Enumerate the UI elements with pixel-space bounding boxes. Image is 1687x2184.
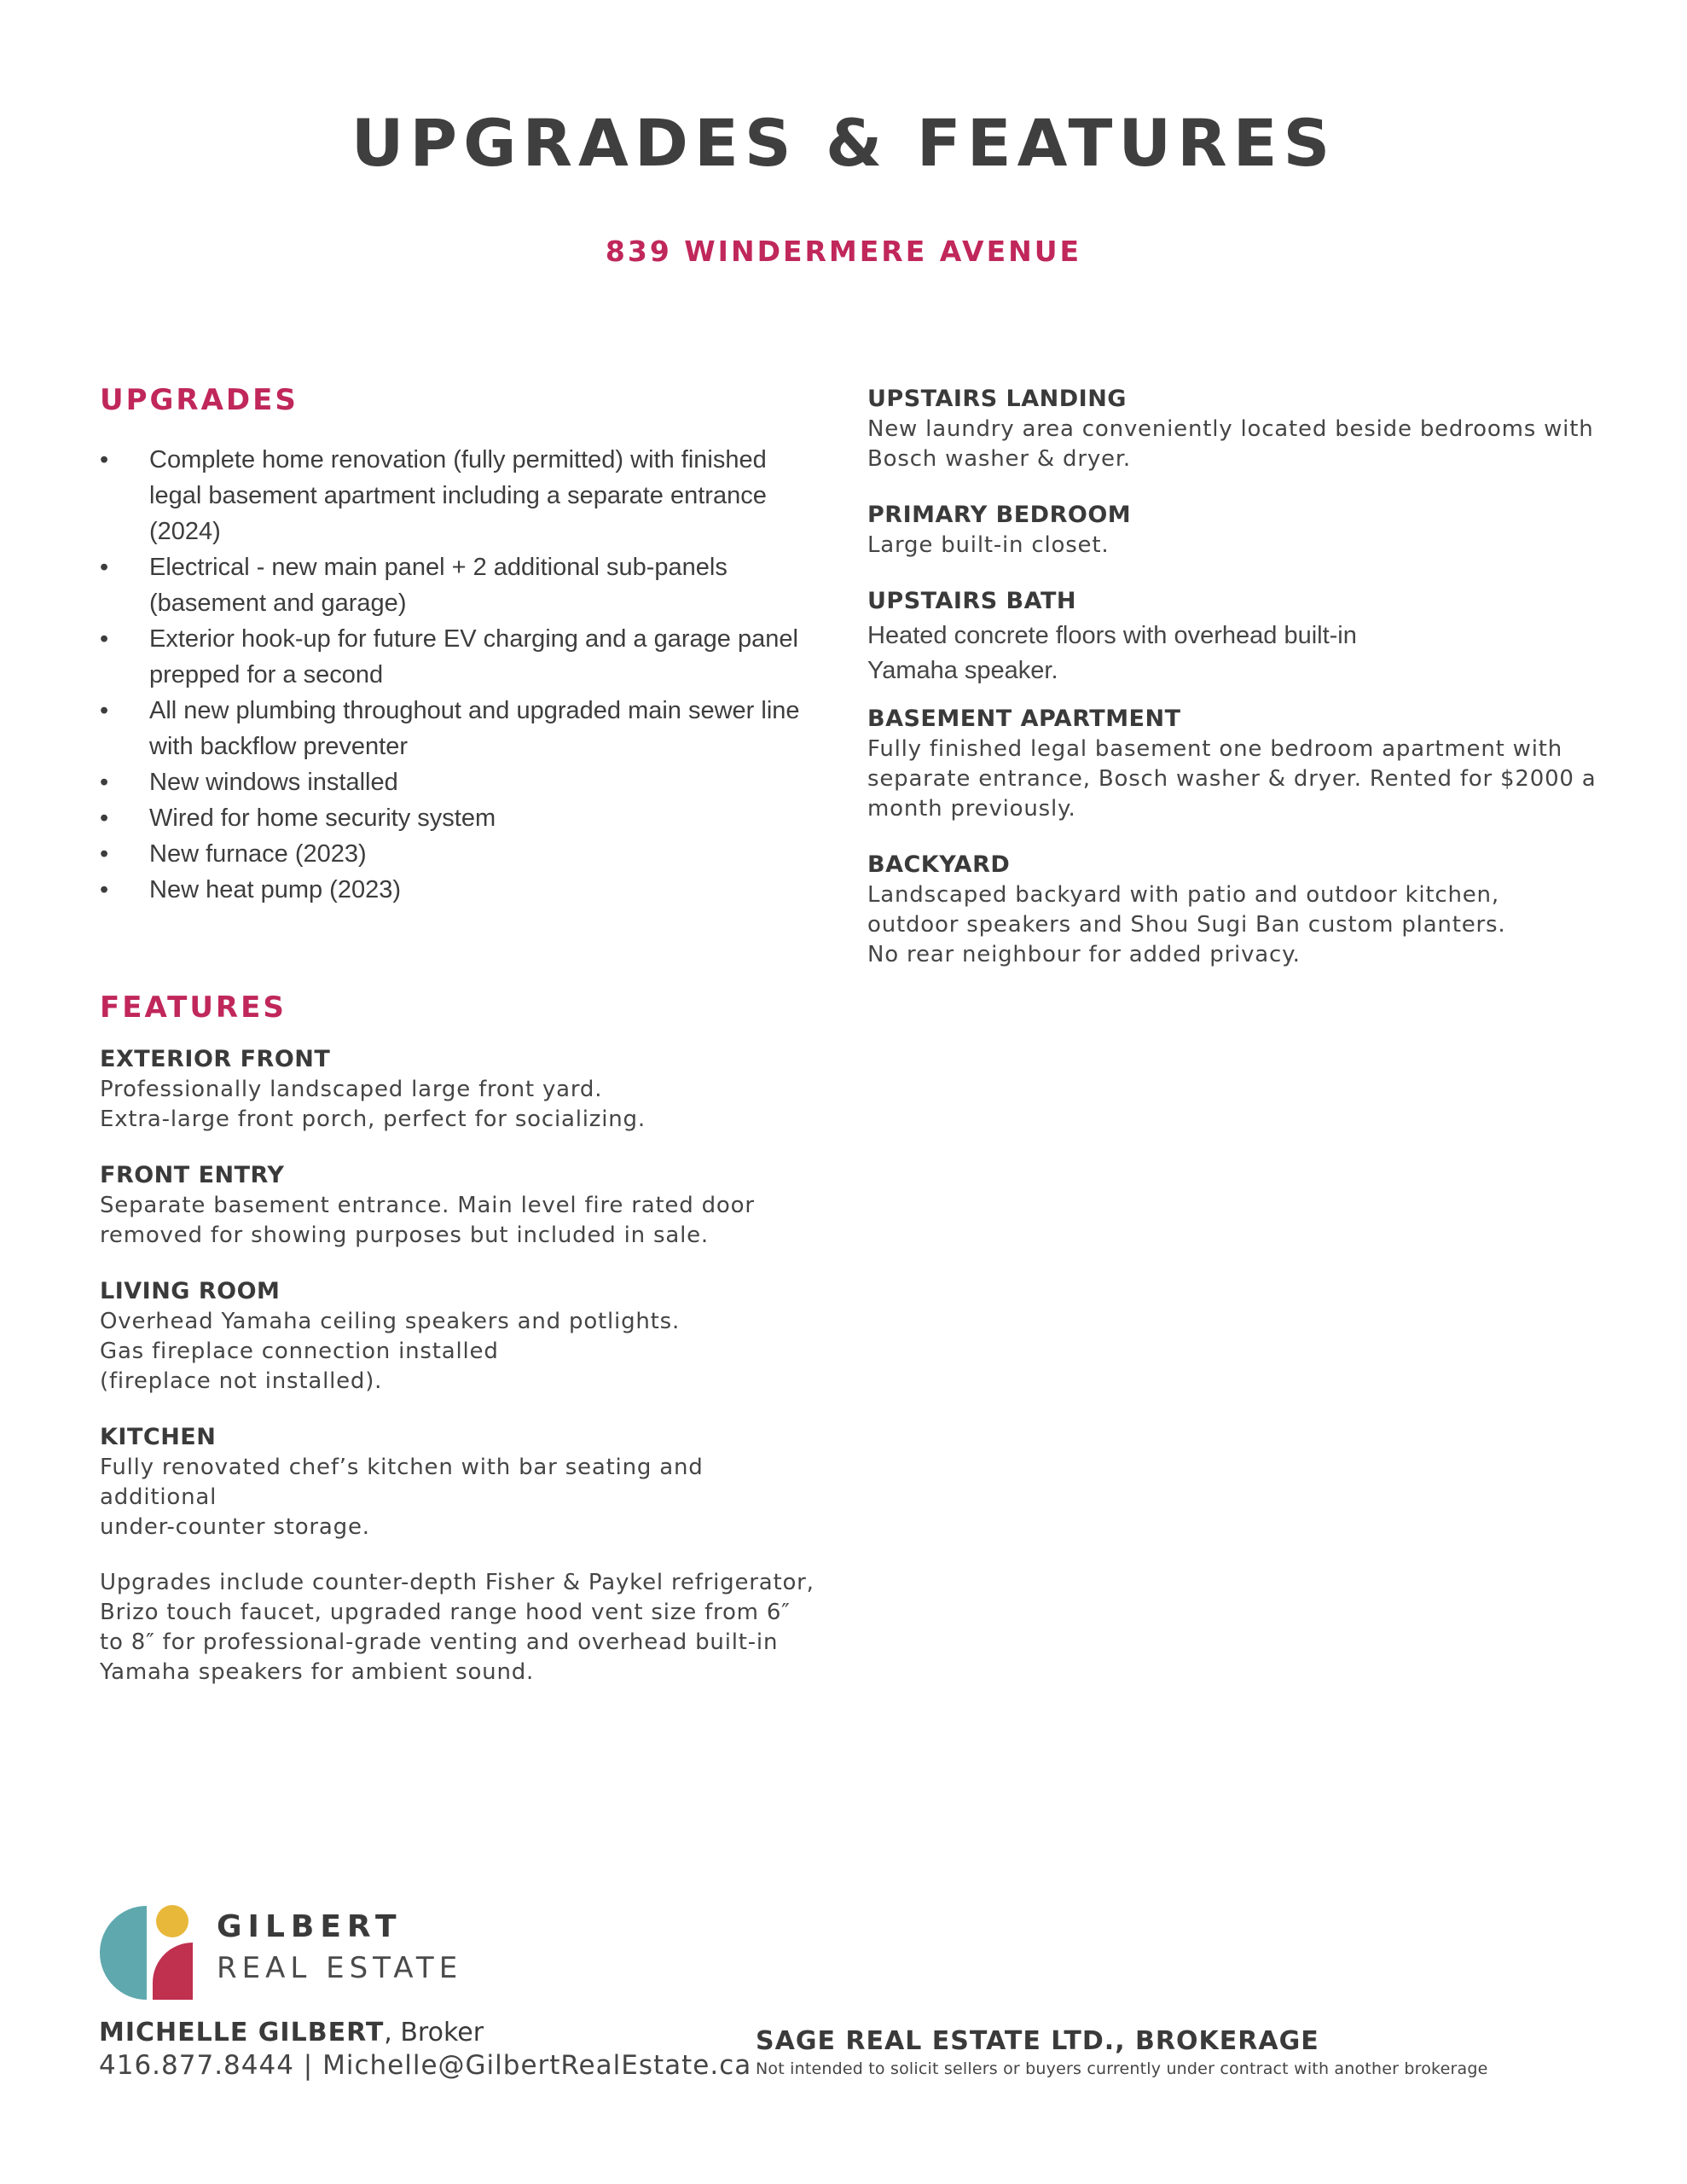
feature-title: LIVING ROOM [100, 1278, 281, 1304]
bullet-icon: • [100, 697, 109, 724]
feature-front-entry [100, 1160, 825, 1251]
bullet-icon: • [100, 840, 109, 868]
feature-primary-bedroom [867, 500, 1618, 561]
bullet-icon: • [100, 446, 109, 473]
list-item-text: Complete home renovation (fully permitted) with finished legal basement apartment including a separate entrance (2024) [149, 446, 767, 545]
logo-subtitle: REAL ESTATE [217, 1951, 463, 1985]
bullet-icon: • [100, 876, 109, 903]
feature-upstairs-bath [867, 586, 1618, 688]
bullet-icon: • [100, 625, 109, 653]
feature-upstairs-landing [867, 384, 1618, 474]
list-item [100, 693, 825, 764]
agent-contact: 416.877.8444 | Michelle@GilbertRealEstate.ca [99, 2050, 752, 2081]
feature-title: PRIMARY BEDROOM [867, 502, 1132, 528]
feature-title: UPSTAIRS LANDING [867, 386, 1127, 412]
feature-text: Heated concrete floors with overhead built-in Yamaha speaker. [867, 622, 1357, 684]
list-item-text: All new plumbing throughout and upgraded main sewer line with backflow preventer [149, 697, 800, 760]
list-item-text: Electrical - new main panel + 2 additional sub-panels (basement and garage) [149, 554, 728, 617]
feature-text: Overhead Yamaha ceiling speakers and potlights. Gas fireplace connection installed (fireplace not installed). [100, 1309, 681, 1394]
brokerage-name: SAGE REAL ESTATE LTD., BROKERAGE [756, 2026, 1319, 2056]
feature-text: Landscaped backyard with patio and outdoor kitchen, outdoor speakers and Shou Sugi Ban custom planters. No rear neighbour for added privacy. [867, 882, 1506, 967]
list-item [100, 442, 825, 549]
feature-title: BACKYARD [867, 851, 1011, 878]
list-item [100, 764, 825, 800]
feature-text: Fully finished legal basement one bedroom apartment with separate entrance, Bosch washer & dryer. Rented for $2000 a month previously. [867, 736, 1597, 822]
feature-title: BASEMENT APARTMENT [867, 706, 1181, 732]
property-address: 839 WINDERMERE AVENUE [605, 235, 1082, 268]
agent-line [99, 2018, 484, 2048]
feature-text: Separate basement entrance. Main level fire rated door removed for showing purposes but included in sale. [100, 1193, 755, 1248]
logo-wordmark: GILBERT [217, 1909, 403, 1944]
feature-text: Professionally landscaped large front yard. Extra-large front porch, perfect for socializing. [100, 1077, 646, 1132]
feature-text-secondary: Upgrades include counter-depth Fisher & Paykel refrigerator, Brizo touch faucet, upgraded range hood vent size from 6″ to 8″ for professional-grade venting and overhead built-in Yamaha speakers for ambient sound. [100, 1570, 815, 1685]
list-item-text: New windows installed [149, 769, 398, 796]
feature-title: UPSTAIRS BATH [867, 588, 1076, 614]
list-item [100, 872, 825, 908]
feature-backyard [867, 850, 1618, 970]
upgrades-heading: UPGRADES [100, 383, 299, 417]
left-column [100, 383, 825, 1687]
feature-exterior-front [100, 1044, 825, 1135]
list-item-text: New furnace (2023) [149, 840, 367, 868]
bullet-icon: • [100, 804, 109, 832]
bullet-icon: • [100, 769, 109, 796]
list-item-text: Wired for home security system [149, 804, 496, 832]
features-heading: FEATURES [100, 990, 287, 1025]
gilbert-logo-icon [99, 1904, 193, 2000]
list-item [100, 621, 825, 693]
disclaimer: Not intended to solicit sellers or buyers currently under contract with another brokerage [756, 2059, 1488, 2078]
list-item-text: New heat pump (2023) [149, 876, 401, 903]
feature-text: New laundry area conveniently located beside bedrooms with Bosch washer & dryer. [867, 416, 1594, 472]
list-item [100, 549, 825, 621]
agent-name: MICHELLE GILBERT [99, 2018, 385, 2048]
bullet-icon: • [100, 554, 109, 581]
page-title: UPGRADES & FEATURES [351, 105, 1336, 181]
feature-text: Large built-in closet. [867, 532, 1110, 558]
feature-title: KITCHEN [100, 1424, 217, 1450]
list-item-text: Exterior hook-up for future EV charging and a garage panel prepped for a second [149, 625, 798, 688]
feature-basement-apartment [867, 704, 1618, 824]
list-item [100, 800, 825, 836]
feature-title: EXTERIOR FRONT [100, 1046, 331, 1072]
feature-kitchen [100, 1422, 825, 1687]
list-item [100, 836, 825, 872]
feature-text: Fully renovated chef’s kitchen with bar seating and additional under-counter storage. [100, 1455, 704, 1540]
feature-living-room [100, 1276, 825, 1397]
agent-role: , Broker [384, 2018, 484, 2048]
right-column [867, 384, 1618, 970]
upgrades-list [100, 442, 825, 908]
feature-title: FRONT ENTRY [100, 1162, 285, 1188]
